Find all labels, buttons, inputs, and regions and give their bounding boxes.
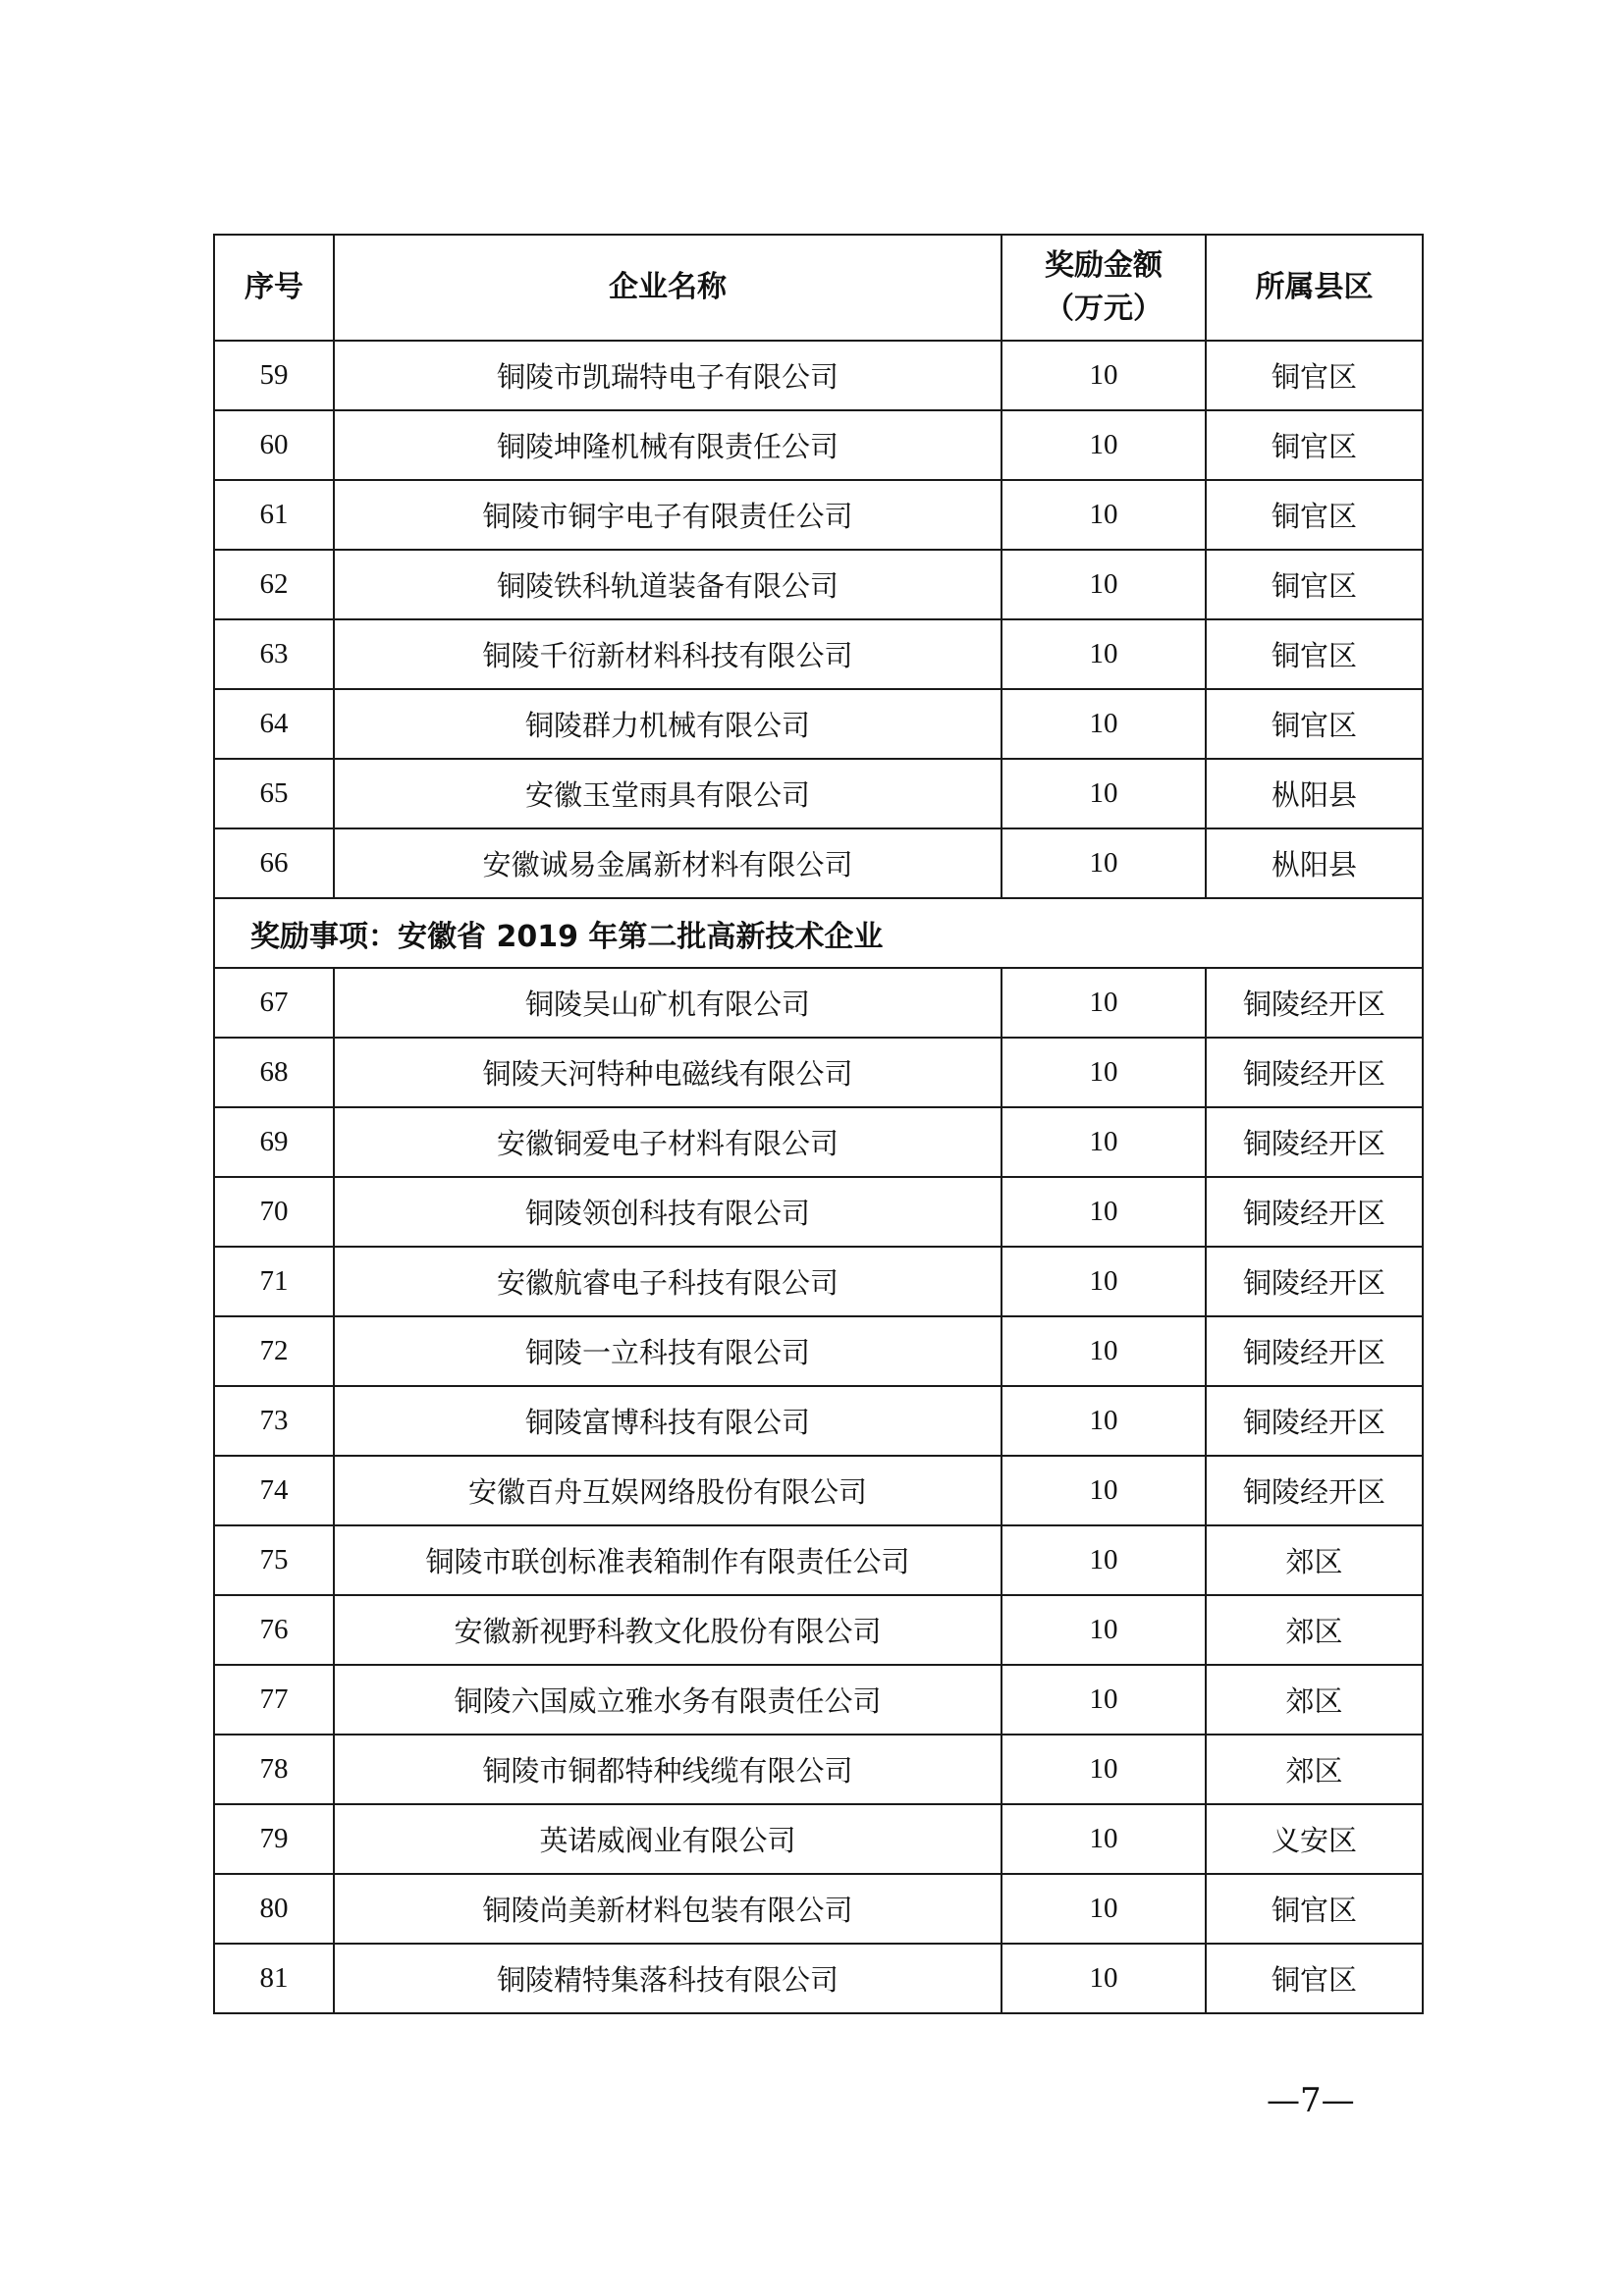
cell-index: 66 [214, 828, 334, 898]
cell-award-amount: 10 [1001, 619, 1206, 689]
table-row [214, 619, 1423, 689]
table-row [214, 1525, 1423, 1595]
cell-award-amount: 10 [1001, 759, 1206, 828]
cell-company-name: 安徽百舟互娱网络股份有限公司 [334, 1456, 1001, 1525]
table-row [214, 1874, 1423, 1944]
cell-district: 铜陵经开区 [1206, 1386, 1423, 1456]
cell-index: 77 [214, 1665, 334, 1735]
cell-index: 76 [214, 1595, 334, 1665]
cell-index: 60 [214, 410, 334, 480]
cell-index: 81 [214, 1944, 334, 2013]
header-award-amount [1001, 235, 1206, 341]
cell-district: 郊区 [1206, 1595, 1423, 1665]
cell-company-name: 铜陵市凯瑞特电子有限公司 [334, 341, 1001, 410]
cell-company-name: 安徽玉堂雨具有限公司 [334, 759, 1001, 828]
table-row [214, 1247, 1423, 1316]
cell-company-name: 铜陵尚美新材料包装有限公司 [334, 1874, 1001, 1944]
header-award-amount-label: 奖励金额 [1045, 248, 1163, 283]
cell-company-name: 铜陵市联创标准表箱制作有限责任公司 [334, 1525, 1001, 1595]
cell-district: 铜官区 [1206, 480, 1423, 550]
cell-district: 铜陵经开区 [1206, 968, 1423, 1038]
cell-award-amount: 10 [1001, 689, 1206, 759]
table-body-after-section [214, 968, 1423, 2013]
cell-award-amount: 10 [1001, 1107, 1206, 1177]
cell-district: 铜陵经开区 [1206, 1247, 1423, 1316]
table-row [214, 1665, 1423, 1735]
cell-index: 71 [214, 1247, 334, 1316]
cell-company-name: 铜陵精特集落科技有限公司 [334, 1944, 1001, 2013]
cell-index: 72 [214, 1316, 334, 1386]
cell-company-name: 铜陵一立科技有限公司 [334, 1316, 1001, 1386]
table-row [214, 480, 1423, 550]
cell-award-amount: 10 [1001, 1804, 1206, 1874]
cell-district: 铜官区 [1206, 1944, 1423, 2013]
cell-district: 郊区 [1206, 1735, 1423, 1804]
cell-award-amount: 10 [1001, 1038, 1206, 1107]
header-index: 序号 [214, 235, 334, 341]
cell-company-name: 铜陵富博科技有限公司 [334, 1386, 1001, 1456]
table-body-before-section [214, 341, 1423, 898]
table-row [214, 1804, 1423, 1874]
table-row [214, 1944, 1423, 2013]
cell-district: 义安区 [1206, 1804, 1423, 1874]
award-table [213, 234, 1424, 2014]
cell-district: 铜陵经开区 [1206, 1177, 1423, 1247]
cell-company-name: 铜陵六国威立雅水务有限责任公司 [334, 1665, 1001, 1735]
cell-award-amount: 10 [1001, 1665, 1206, 1735]
cell-company-name: 铜陵坤隆机械有限责任公司 [334, 410, 1001, 480]
table-row [214, 1595, 1423, 1665]
cell-award-amount: 10 [1001, 480, 1206, 550]
table-section [214, 898, 1423, 968]
cell-index: 59 [214, 341, 334, 410]
cell-index: 75 [214, 1525, 334, 1595]
cell-award-amount: 10 [1001, 1316, 1206, 1386]
cell-award-amount: 10 [1001, 410, 1206, 480]
cell-company-name: 铜陵市铜都特种线缆有限公司 [334, 1735, 1001, 1804]
section-title: 奖励事项：安徽省 2019 年第二批高新技术企业 [214, 898, 1423, 968]
section-header-row [214, 898, 1423, 968]
cell-district: 铜官区 [1206, 619, 1423, 689]
cell-award-amount: 10 [1001, 1944, 1206, 2013]
table-row [214, 550, 1423, 619]
cell-index: 67 [214, 968, 334, 1038]
cell-company-name: 铜陵千衍新材料科技有限公司 [334, 619, 1001, 689]
cell-index: 68 [214, 1038, 334, 1107]
cell-award-amount: 10 [1001, 1386, 1206, 1456]
header-company-name: 企业名称 [334, 235, 1001, 341]
cell-district: 铜官区 [1206, 410, 1423, 480]
cell-award-amount: 10 [1001, 1177, 1206, 1247]
cell-award-amount: 10 [1001, 550, 1206, 619]
cell-district: 铜陵经开区 [1206, 1316, 1423, 1386]
cell-company-name: 铜陵领创科技有限公司 [334, 1177, 1001, 1247]
cell-index: 78 [214, 1735, 334, 1804]
table-row [214, 1107, 1423, 1177]
table-row [214, 968, 1423, 1038]
cell-company-name: 铜陵天河特种电磁线有限公司 [334, 1038, 1001, 1107]
cell-award-amount: 10 [1001, 1525, 1206, 1595]
cell-index: 69 [214, 1107, 334, 1177]
cell-index: 65 [214, 759, 334, 828]
cell-award-amount: 10 [1001, 1595, 1206, 1665]
page-number: —7— [1267, 2081, 1355, 2120]
cell-district: 铜陵经开区 [1206, 1456, 1423, 1525]
cell-index: 73 [214, 1386, 334, 1456]
cell-company-name: 英诺威阀业有限公司 [334, 1804, 1001, 1874]
cell-award-amount: 10 [1001, 1456, 1206, 1525]
cell-district: 铜陵经开区 [1206, 1107, 1423, 1177]
cell-company-name: 铜陵市铜宇电子有限责任公司 [334, 480, 1001, 550]
table-row [214, 759, 1423, 828]
cell-index: 79 [214, 1804, 334, 1874]
table-row [214, 689, 1423, 759]
table-row [214, 1038, 1423, 1107]
table-row [214, 1456, 1423, 1525]
cell-company-name: 铜陵群力机械有限公司 [334, 689, 1001, 759]
cell-district: 铜官区 [1206, 550, 1423, 619]
cell-index: 70 [214, 1177, 334, 1247]
cell-award-amount: 10 [1001, 1735, 1206, 1804]
cell-company-name: 铜陵铁科轨道装备有限公司 [334, 550, 1001, 619]
table-header-row [214, 235, 1423, 341]
header-award-amount-unit: （万元） [1045, 292, 1163, 326]
cell-award-amount: 10 [1001, 1874, 1206, 1944]
table-row [214, 1177, 1423, 1247]
header-district: 所属县区 [1206, 235, 1423, 341]
cell-company-name: 安徽诚易金属新材料有限公司 [334, 828, 1001, 898]
cell-district: 铜官区 [1206, 1874, 1423, 1944]
cell-company-name: 安徽航睿电子科技有限公司 [334, 1247, 1001, 1316]
cell-district: 郊区 [1206, 1525, 1423, 1595]
table-row [214, 1316, 1423, 1386]
table-row [214, 410, 1423, 480]
cell-district: 铜官区 [1206, 689, 1423, 759]
cell-award-amount: 10 [1001, 968, 1206, 1038]
cell-award-amount: 10 [1001, 1247, 1206, 1316]
cell-district: 枞阳县 [1206, 759, 1423, 828]
cell-award-amount: 10 [1001, 341, 1206, 410]
cell-index: 63 [214, 619, 334, 689]
cell-index: 74 [214, 1456, 334, 1525]
cell-index: 80 [214, 1874, 334, 1944]
cell-company-name: 铜陵吴山矿机有限公司 [334, 968, 1001, 1038]
cell-index: 64 [214, 689, 334, 759]
cell-district: 铜官区 [1206, 341, 1423, 410]
cell-index: 61 [214, 480, 334, 550]
cell-company-name: 安徽铜爱电子材料有限公司 [334, 1107, 1001, 1177]
table-row [214, 1735, 1423, 1804]
table-row [214, 828, 1423, 898]
cell-index: 62 [214, 550, 334, 619]
cell-district: 郊区 [1206, 1665, 1423, 1735]
table-row [214, 1386, 1423, 1456]
cell-company-name: 安徽新视野科教文化股份有限公司 [334, 1595, 1001, 1665]
cell-district: 枞阳县 [1206, 828, 1423, 898]
table-row [214, 341, 1423, 410]
cell-award-amount: 10 [1001, 828, 1206, 898]
cell-district: 铜陵经开区 [1206, 1038, 1423, 1107]
